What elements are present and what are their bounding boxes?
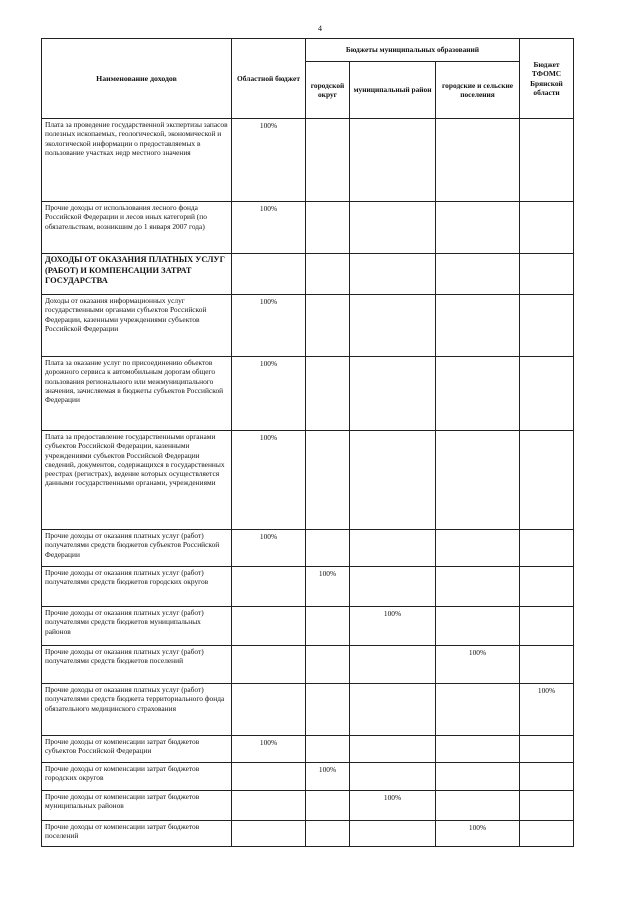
revenue-name-cell: Прочие доходы от компенсации затрат бюджетов муниципальных районов xyxy=(42,791,232,821)
percent-cell xyxy=(436,684,520,736)
percent-cell xyxy=(520,763,574,791)
table-row xyxy=(42,791,574,821)
percent-cell: 100% xyxy=(350,607,436,646)
percent-cell xyxy=(350,821,436,847)
percent-cell xyxy=(520,357,574,431)
percent-cell xyxy=(232,821,306,847)
percent-cell xyxy=(436,530,520,567)
percent-cell xyxy=(520,646,574,684)
percent-cell: 100% xyxy=(436,646,520,684)
percent-cell: 100% xyxy=(232,530,306,567)
percent-cell xyxy=(306,736,350,763)
percent-cell xyxy=(520,119,574,202)
percent-cell xyxy=(350,736,436,763)
percent-cell xyxy=(350,431,436,530)
percent-cell xyxy=(520,607,574,646)
percent-cell xyxy=(436,254,520,295)
percent-cell xyxy=(232,791,306,821)
percent-cell xyxy=(306,254,350,295)
percent-cell xyxy=(306,202,350,254)
table-row xyxy=(42,684,574,736)
table-row xyxy=(42,567,574,607)
percent-cell xyxy=(436,357,520,431)
percent-cell xyxy=(436,736,520,763)
percent-cell xyxy=(436,763,520,791)
revenue-name-cell: Прочие доходы от компенсации затрат бюджетов городских округов xyxy=(42,763,232,791)
percent-cell: 100% xyxy=(520,684,574,736)
percent-cell xyxy=(232,254,306,295)
revenue-name-cell: Прочие доходы от оказания платных услуг (работ) получателями средств бюджета территориального фонда обязательного медицинского страхования xyxy=(42,684,232,736)
percent-cell xyxy=(350,295,436,357)
percent-cell xyxy=(436,607,520,646)
table-row xyxy=(42,530,574,567)
header-city-district: городской округ xyxy=(306,62,350,119)
percent-cell xyxy=(520,821,574,847)
percent-cell xyxy=(306,821,350,847)
revenue-name-cell: Прочие доходы от компенсации затрат бюджетов поселений xyxy=(42,821,232,847)
percent-cell: 100% xyxy=(232,202,306,254)
percent-cell: 100% xyxy=(350,791,436,821)
percent-cell xyxy=(436,431,520,530)
page-number: 4 xyxy=(318,24,322,33)
percent-cell xyxy=(232,684,306,736)
percent-cell: 100% xyxy=(232,357,306,431)
percent-cell xyxy=(350,646,436,684)
percent-cell xyxy=(436,202,520,254)
percent-cell xyxy=(350,684,436,736)
percent-cell xyxy=(520,295,574,357)
percent-cell xyxy=(520,202,574,254)
percent-cell xyxy=(306,295,350,357)
revenue-name-cell: ДОХОДЫ ОТ ОКАЗАНИЯ ПЛАТНЫХ УСЛУГ (РАБОТ) И КОМПЕНСАЦИИ ЗАТРАТ ГОСУДАРСТВА xyxy=(42,254,232,295)
table-row xyxy=(42,607,574,646)
percent-cell: 100% xyxy=(232,295,306,357)
revenue-name-cell: Прочие доходы от оказания платных услуг (работ) получателями средств бюджетов субъектов Российской Федерации xyxy=(42,530,232,567)
percent-cell xyxy=(520,791,574,821)
revenue-name-cell: Прочие доходы от оказания платных услуг (работ) получателями средств бюджетов поселений xyxy=(42,646,232,684)
percent-cell xyxy=(232,567,306,607)
revenue-name-cell: Прочие доходы от оказания платных услуг (работ) получателями средств бюджетов муниципальных районов xyxy=(42,607,232,646)
percent-cell xyxy=(232,646,306,684)
table-row xyxy=(42,763,574,791)
revenue-name-cell: Плата за предоставление государственными органами субъектов Российской Федерации, казенными учреждениями субъектов Российской Федерации сведений, документов, содержащихся в государственных реестрах (регистрах), ведение которых осуществляется данными государственными органами, учреждениями xyxy=(42,431,232,530)
percent-cell xyxy=(520,530,574,567)
percent-cell xyxy=(306,607,350,646)
percent-cell xyxy=(350,254,436,295)
percent-cell xyxy=(436,791,520,821)
table-row xyxy=(42,295,574,357)
percent-cell xyxy=(350,119,436,202)
percent-cell xyxy=(520,567,574,607)
revenue-name-cell: Плата за проведение государственной экспертизы запасов полезных ископаемых, геологической, экономической и экологической информации о предоставляемых в пользование участках недр местного значения xyxy=(42,119,232,202)
header-regional: Областной бюджет xyxy=(232,39,306,119)
percent-cell xyxy=(350,202,436,254)
percent-cell xyxy=(306,431,350,530)
percent-cell xyxy=(350,357,436,431)
percent-cell: 100% xyxy=(306,567,350,607)
revenue-distribution-table xyxy=(41,38,574,847)
percent-cell xyxy=(436,295,520,357)
table-row xyxy=(42,202,574,254)
percent-cell xyxy=(306,530,350,567)
revenue-name-cell: Прочие доходы от оказания платных услуг (работ) получателями средств бюджетов городских округов xyxy=(42,567,232,607)
header-tfoms: Бюджет ТФОМС Брянской области xyxy=(520,39,574,119)
percent-cell xyxy=(436,567,520,607)
table-row xyxy=(42,821,574,847)
percent-cell xyxy=(350,567,436,607)
percent-cell xyxy=(306,357,350,431)
table-row xyxy=(42,646,574,684)
table-row xyxy=(42,119,574,202)
percent-cell: 100% xyxy=(306,763,350,791)
header-municipal-district: муниципальный район xyxy=(350,62,436,119)
percent-cell: 100% xyxy=(232,119,306,202)
percent-cell xyxy=(232,607,306,646)
percent-cell: 100% xyxy=(436,821,520,847)
table-row xyxy=(42,736,574,763)
percent-cell xyxy=(520,431,574,530)
revenue-name-cell: Плата за оказание услуг по присоединению объектов дорожного сервиса к автомобильным дорогам общего пользования регионального или межмуниципального значения, зачисляемая в бюджеты субъектов Российской Федерации xyxy=(42,357,232,431)
percent-cell xyxy=(350,763,436,791)
table-row xyxy=(42,254,574,295)
header-name: Наименование доходов xyxy=(42,39,232,119)
percent-cell: 100% xyxy=(232,736,306,763)
percent-cell xyxy=(520,736,574,763)
percent-cell xyxy=(350,530,436,567)
revenue-name-cell: Доходы от оказания информационных услуг государственными органами субъектов Российской Федерации, казенными учреждениями субъектов Российской Федерации xyxy=(42,295,232,357)
revenue-name-cell: Прочие доходы от использования лесного фонда Российской Федерации и лесов иных категорий (по обязательствам, возникшим до 1 января 2007 года) xyxy=(42,202,232,254)
percent-cell xyxy=(306,119,350,202)
revenue-name-cell: Прочие доходы от компенсации затрат бюджетов субъектов Российской Федерации xyxy=(42,736,232,763)
percent-cell xyxy=(436,119,520,202)
table-row xyxy=(42,357,574,431)
percent-cell xyxy=(306,646,350,684)
percent-cell xyxy=(232,763,306,791)
percent-cell xyxy=(306,684,350,736)
table-row xyxy=(42,431,574,530)
percent-cell: 100% xyxy=(232,431,306,530)
percent-cell xyxy=(306,791,350,821)
header-settlements: городские и сельские поселения xyxy=(436,62,520,119)
percent-cell xyxy=(520,254,574,295)
header-municipal-group: Бюджеты муниципальных образований xyxy=(306,39,520,62)
